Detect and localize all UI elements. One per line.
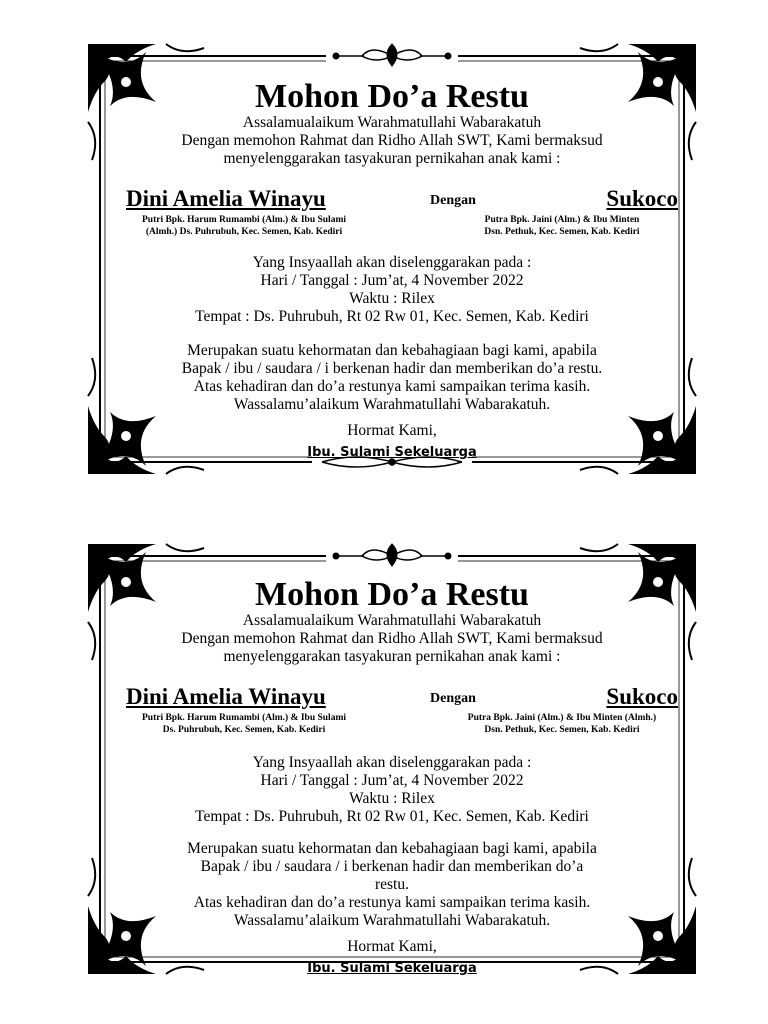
intro-text xyxy=(86,114,698,168)
closing-line: Bapak / ibu / saudara / i berkenan hadir dan memberikan do’a restu. xyxy=(181,360,603,377)
couple-names xyxy=(86,186,698,214)
closing-line: Wassalamu’alaikum Warahmatullahi Wabarakatuh. xyxy=(233,396,551,413)
event-date: Hari / Tanggal : Jum’at, 4 November 2022 xyxy=(260,272,524,289)
event-place: Tempat : Ds. Puhrubuh, Rt 02 Rw 01, Kec. Semen, Kab. Kediri xyxy=(195,308,589,325)
closing-line: Merupakan suatu kehormatan dan kebahagiaan bagi kami, apabila xyxy=(187,342,597,359)
invitation-card-1 xyxy=(86,42,698,476)
invitation-card-2 xyxy=(86,542,698,976)
intro-line: Assalamualaikum Warahmatullahi Wabarakatuh xyxy=(242,114,542,131)
signature-name: Ibu. Sulami Sekeluarga xyxy=(307,445,477,460)
intro-line: menyelenggarakan tasyakuran pernikahan anak kami : xyxy=(223,150,561,167)
closing-text xyxy=(86,840,698,930)
card-title: Mohon Do’a Restu xyxy=(255,78,529,115)
groom-parents-line: Putra Bpk. Jaini (Alm.) & Ibu Minten (Almh.) xyxy=(467,713,657,723)
groom-parents-line: Putra Bpk. Jaini (Alm.) & Ibu Minten xyxy=(484,215,640,225)
bride-name: Dini Amelia Winayu xyxy=(126,186,326,211)
conjunction: Dengan xyxy=(430,691,476,706)
groom-parents-line: Dsn. Pethuk, Kec. Semen, Kab. Kediri xyxy=(484,725,640,735)
groom-parents xyxy=(432,712,692,736)
event-place: Tempat : Ds. Puhrubuh, Rt 02 Rw 01, Kec. Semen, Kab. Kediri xyxy=(195,808,589,825)
closing-line: Wassalamu’alaikum Warahmatullahi Wabarakatuh. xyxy=(233,912,551,929)
event-line: Yang Insyaallah akan diselenggarakan pada : xyxy=(252,254,532,271)
closing-text xyxy=(86,342,698,414)
closing-line: Bapak / ibu / saudara / i berkenan hadir dan memberikan do’a xyxy=(200,858,584,875)
regards-text: Hormat Kami, xyxy=(347,938,437,955)
bride-parents-line: (Almh.) Ds. Puhrubuh, Kec. Semen, Kab. Kediri xyxy=(145,227,343,237)
card-title: Mohon Do’a Restu xyxy=(255,576,529,613)
intro-line: Dengan memohon Rahmat dan Ridho Allah SWT, Kami bermaksud xyxy=(181,630,603,647)
groom-name: Sukoco xyxy=(606,684,678,709)
event-details xyxy=(86,254,698,326)
intro-text xyxy=(86,612,698,666)
bride-parents xyxy=(114,712,374,736)
bride-parents xyxy=(114,214,374,238)
regards-text: Hormat Kami, xyxy=(347,422,437,439)
couple-names xyxy=(86,684,698,712)
event-time: Waktu : Rilex xyxy=(349,790,435,807)
intro-line: menyelenggarakan tasyakuran pernikahan anak kami : xyxy=(223,648,561,665)
closing-line: restu. xyxy=(374,876,409,893)
groom-parents xyxy=(432,214,692,238)
bride-parents-line: Putri Bpk. Harum Rumambi (Alm.) & Ibu Sulami xyxy=(141,215,346,225)
intro-line: Dengan memohon Rahmat dan Ridho Allah SWT, Kami bermaksud xyxy=(181,132,603,149)
signature-block xyxy=(86,422,698,462)
signature-name: Ibu. Sulami Sekeluarga xyxy=(307,961,477,976)
bride-parents-line: Ds. Puhrubuh, Kec. Semen, Kab. Kediri xyxy=(162,725,326,735)
event-line: Yang Insyaallah akan diselenggarakan pada : xyxy=(252,754,532,771)
event-date: Hari / Tanggal : Jum’at, 4 November 2022 xyxy=(260,772,524,789)
groom-parents-line: Dsn. Pethuk, Kec. Semen, Kab. Kediri xyxy=(484,227,640,237)
groom-name: Sukoco xyxy=(606,186,678,211)
closing-line: Merupakan suatu kehormatan dan kebahagiaan bagi kami, apabila xyxy=(187,840,597,857)
bride-parents-line: Putri Bpk. Harum Rumambi (Alm.) & Ibu Sulami xyxy=(141,713,346,723)
intro-line: Assalamualaikum Warahmatullahi Wabarakatuh xyxy=(242,612,542,629)
closing-line: Atas kehadiran dan do’a restunya kami sampaikan terima kasih. xyxy=(193,894,591,911)
bride-name: Dini Amelia Winayu xyxy=(126,684,326,709)
signature-block xyxy=(86,938,698,978)
conjunction: Dengan xyxy=(430,193,476,208)
event-details xyxy=(86,754,698,826)
closing-line: Atas kehadiran dan do’a restunya kami sampaikan terima kasih. xyxy=(193,378,591,395)
event-time: Waktu : Rilex xyxy=(349,290,435,307)
